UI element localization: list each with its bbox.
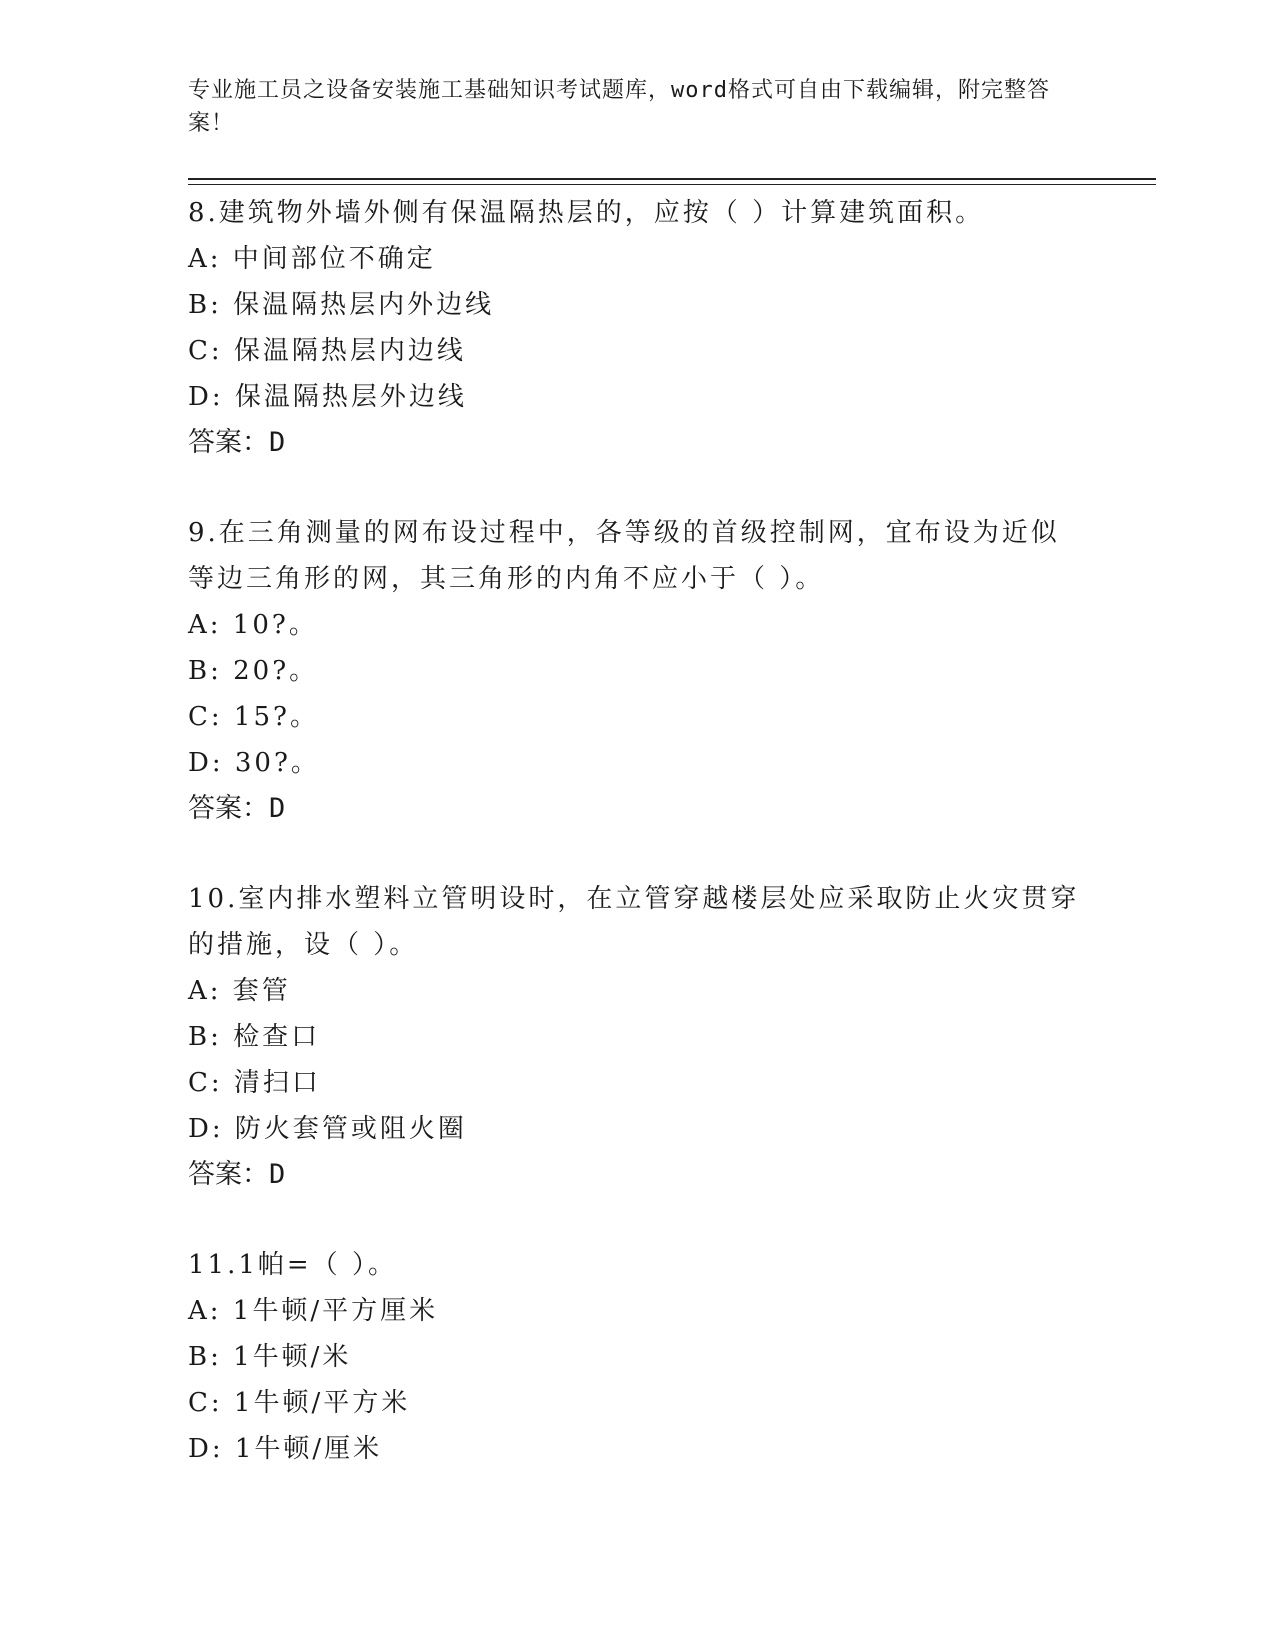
option-c: C: 清扫口 — [188, 1068, 321, 1098]
question-10 — [188, 876, 1088, 1198]
question-spacer — [188, 466, 1088, 510]
answer-line: 答案：D — [188, 1159, 286, 1190]
option-a: A: 中间部位不确定 — [188, 244, 436, 274]
option-b: B: 检查口 — [188, 1022, 321, 1052]
document-header: 专业施工员之设备安装施工基础知识考试题库，word格式可自由下载编辑，附完整答案！ — [188, 78, 1050, 136]
question-spacer — [188, 832, 1088, 876]
question-8 — [188, 190, 1088, 466]
option-b: B: 20?。 — [188, 656, 319, 686]
option-d: D: 30?。 — [188, 748, 320, 778]
question-9 — [188, 510, 1088, 832]
question-stem: 9.在三角测量的网布设过程中，各等级的首级控制网，宜布设为近似等边三角形的网，其三角形的内角不应小于（ ）。 — [188, 518, 1060, 594]
option-b: B: 1牛顿/米 — [188, 1342, 352, 1372]
option-a: A: 套管 — [188, 976, 291, 1006]
question-list — [188, 190, 1088, 1472]
header-divider-thin — [188, 184, 1156, 185]
answer-line: 答案：D — [188, 793, 286, 824]
question-spacer — [188, 1198, 1088, 1242]
option-c: C: 15?。 — [188, 702, 319, 732]
option-c: C: 保温隔热层内边线 — [188, 336, 466, 366]
question-stem: 8.建筑物外墙外侧有保温隔热层的，应按（ ）计算建筑面积。 — [188, 198, 985, 228]
answer-line: 答案：D — [188, 427, 286, 458]
option-a: A: 10?。 — [188, 610, 318, 640]
option-a: A: 1牛顿/平方厘米 — [188, 1296, 439, 1326]
question-11 — [188, 1242, 1088, 1472]
question-stem: 10.室内排水塑料立管明设时，在立管穿越楼层处应采取防止火灾贯穿的措施，设（ ）。 — [188, 884, 1080, 960]
option-d: D: 1牛顿/厘米 — [188, 1434, 383, 1464]
header-divider-thick — [188, 178, 1156, 180]
option-b: B: 保温隔热层内外边线 — [188, 290, 495, 320]
question-stem: 11.1帕=（ ）。 — [188, 1250, 397, 1280]
option-d: D: 保温隔热层外边线 — [188, 382, 467, 412]
option-c: C: 1牛顿/平方米 — [188, 1388, 411, 1418]
option-d: D: 防火套管或阻火圈 — [188, 1114, 467, 1144]
